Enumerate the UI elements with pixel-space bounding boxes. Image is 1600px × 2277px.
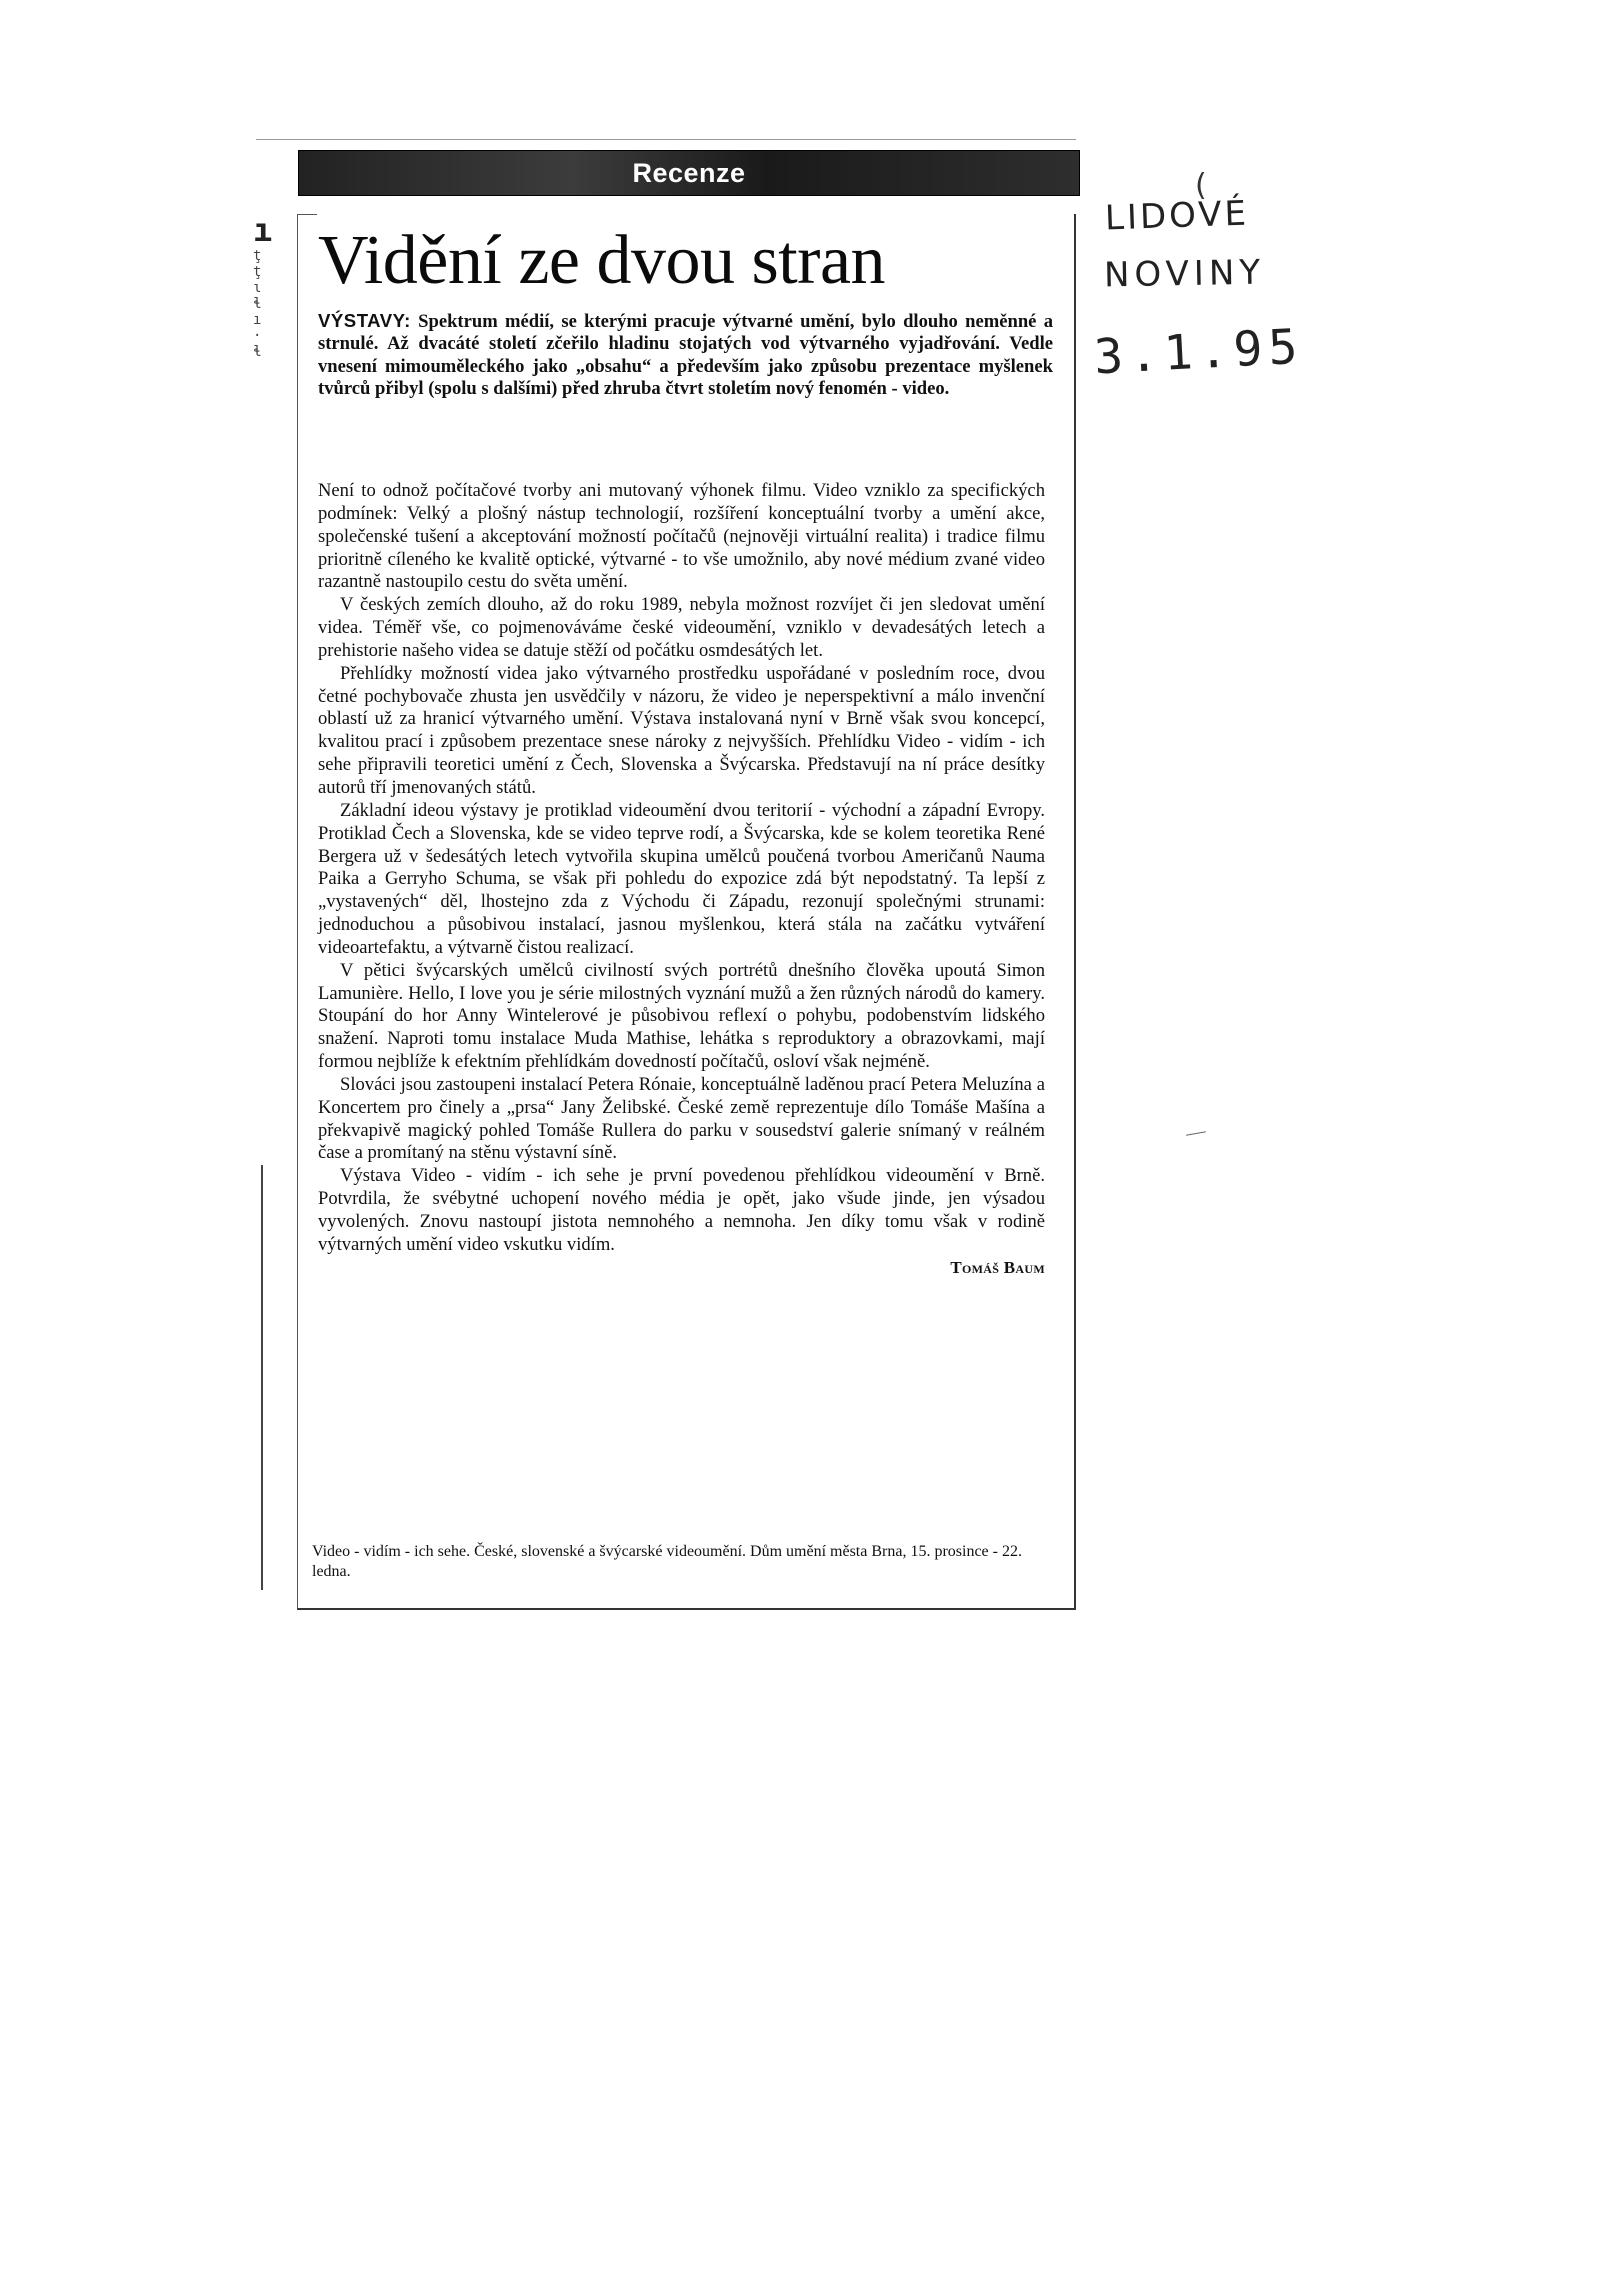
- paragraph: V českých zemích dlouho, až do roku 1989, nebyla možnost rozvíjet či jen sledovat umění videa. Téměř vše, co pojmenováváme české videoumění, vzniklo v devadesátých letech a prehistorie našeho videa se datuje stěží od počátku osmdesátých let.: [318, 594, 1045, 661]
- article-byline: Tomáš Baum: [950, 1257, 1045, 1277]
- margin-mark: ɩ: [253, 280, 262, 296]
- paragraph: Přehlídky možností videa jako výtvarného prostředku uspořádané v posledním roce, dvou četné pochybovače zhusta jen usvědčily v názoru, že video je neperspektivní a málo invenční oblastí už za hranicí výtvarného umění. Výstava instalovaná nyní v Brně však svou koncepcí, kvalitou prací i způsobem prezentace snese nároky z nejvyšších. Přehlídku Video - vidím - ich sehe připravili teoretici umění z Čech, Slovenska a Švýcarska. Představují na ní práce desítky autorů tří jmenovaných států.: [318, 662, 1045, 798]
- paragraph: V pětici švýcarských umělců civilností svých portrétů dnešního člověka upoutá Simon Lamunière. Hello, I love you je série milostných vyznání mužů a žen různých národů do kamery. Stoupání do hor Anny Wintelerové je působivou reflexí o pohybu, podobenstvím lidského snažení. Naproti tomu instalace Muda Mathise, lehátka s reproduktory a obrazovkami, mají formou nejblíže k efektním přehlídkám dovedností počítačů, osloví však nejméně.: [318, 959, 1045, 1073]
- article-body: [318, 480, 1045, 1280]
- article-lead: [318, 310, 1053, 401]
- top-rule: [256, 139, 1076, 140]
- margin-mark: ı: [253, 312, 262, 328]
- lead-kicker: VÝSTAVY:: [318, 310, 411, 331]
- handwritten-tick: (: [1195, 168, 1207, 203]
- left-margin-marks: [253, 212, 275, 360]
- paragraph: Základní ideou výstavy je protiklad videoumění dvou teritorií - východní a západní Evropy. Protiklad Čech a Slovenska, kde se video teprve rodí, a Švýcarska, kde se kolem teoretika René Bergera už v šedesátých letech vytvořila skupina umělců poučená tvorbou Američanů Nauma Paika a Gerryho Schuma, se však při pohledu do expozice zdá být nepodstatný. Ta lepší z „vystavených“ děl, lhostejno zda z Východu či Západu, rezonují společnými strunami: jednoduchou a působivou instalací, jasnou myšlenkou, která stála na začátku vytváření videoartefaktu, a výtvarně čistou realizací.: [318, 799, 1045, 958]
- margin-mark: ɬ: [253, 296, 262, 312]
- scan-edge-line: [261, 1165, 263, 1590]
- stray-mark: [1186, 1131, 1206, 1135]
- margin-mark: ɬ: [253, 344, 262, 360]
- section-label: Recenze: [632, 157, 746, 188]
- handwritten-source-line1: LIDOVÉ: [1104, 193, 1250, 239]
- paragraph: Výstava Video - vidím - ich sehe je první povedenou přehlídkou videoumění v Brně. Potvrdila, že svébytné uchopení nového média je opět, jako všude jinde, jen výsadou vyvolených. Znovu nastoupí jistota nemnohého a nemnoha. Jen díky tomu však v rodině výtvarných umění video vskutku vidím.: [318, 1165, 1045, 1255]
- article-frame-top: [297, 214, 317, 215]
- section-header-bar: [298, 150, 1080, 196]
- margin-mark: ·: [253, 328, 262, 344]
- lead-text: Spektrum médií, se kterými pracuje výtvarné umění, bylo dlouho neměnné a strnulé. Až dvacáté století zčeřilo hladinu stojatých vod výtvarného vyjadřování. Vedle vnesení mimouměleckého jako „obsahu“ a především jako způsobu prezentace myšlenek tvůrců přibyl (spolu s dalšími) před zhruba čtvrt stoletím nový fenomén - video.: [318, 311, 1053, 400]
- margin-mark: ţ: [253, 248, 262, 264]
- paragraph: Slováci jsou zastoupeni instalací Petera Rónaie, konceptuálně laděnou prací Petera Meluzína a Koncertem pro činely a „prsa“ Jany Želibské. České země reprezentuje dílo Tomáše Mašína a překvapivě magický pohled Tomáše Rullera do parku v sousedství galerie snímaný v reálném čase a promítaný na stěnu výstavní síně.: [318, 1073, 1045, 1164]
- margin-mark-big: ı: [253, 211, 273, 249]
- handwritten-source-line2: NOVINY: [1103, 252, 1266, 296]
- exhibition-credits: Video - vidím - ich sehe. České, slovenské a švýcarské videoumění. Dům umění města Brna, 15. prosince - 22. ledna.: [312, 1543, 1022, 1580]
- margin-mark: ţ: [253, 264, 262, 280]
- article-headline: Vidění ze dvou stran: [318, 222, 886, 299]
- handwritten-date: 3.1.95: [1092, 318, 1305, 386]
- paragraph: Není to odnož počítačové tvorby ani mutovaný výhonek filmu. Video vzniklo za specifických podmínek: Velký a plošný nástup technologií, rozšíření konceptuální tvorby a umění akce, společenské tušení a akceptování možností počítačů (nejnověji virtuální realita) i tradice filmu prioritně cíleného ke kvalitě optické, výtvarné - to vše umožnilo, aby nové médium zvané video razantně nastoupilo cestu do světa umění.: [318, 480, 1045, 593]
